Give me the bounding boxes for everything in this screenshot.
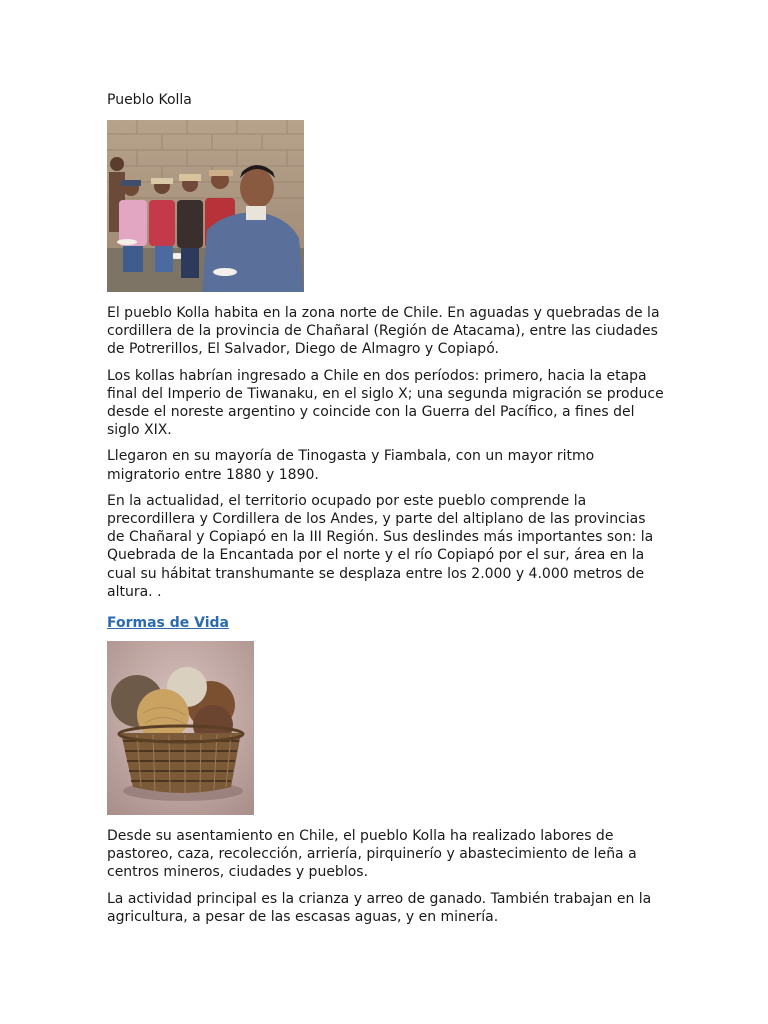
life-paragraph-1: Desde su asentamiento en Chile, el pueblo Kolla ha realizado labores de pastoreo, caza, recolección, arriería, pirquinerío y abastecimiento de leña a centros mineros, ciudades y pueblos.: [107, 828, 637, 881]
intro-paragraph-3: Llegaron en su mayoría de Tinogasta y Fiambala, con un mayor ritmo migratorio entre 1880 y 1890.: [107, 448, 595, 483]
intro-paragraph-2: Los kollas habrían ingresado a Chile en dos períodos: primero, hacia la etapa final del Imperio de Tiwanaku, en el siglo X; una segunda migración se produce desde el noreste argentino y coincide con la Guerra del Pacífico, a fines del siglo XIX.: [107, 367, 664, 439]
document-title: Pueblo Kolla: [107, 92, 192, 108]
document-page: [107, 90, 667, 934]
kolla-people-photo: [107, 120, 304, 292]
intro-paragraph-1: El pueblo Kolla habita en la zona norte de Chile. En aguadas y quebradas de la cordillera de la provincia de Chañaral (Región de Atacama), entre las ciudades de Potrerillos, El Salvador, Diego de Almagro y Copiapó.: [107, 305, 660, 358]
life-paragraph-2: La actividad principal es la crianza y arreo de ganado. También trabajan en la agricultura, a pesar de las escasas aguas, y en minería.: [107, 890, 652, 925]
basket-yarn-photo: [107, 641, 254, 815]
formas-de-vida-link[interactable]: Formas de Vida: [107, 615, 230, 632]
intro-paragraph-4: En la actualidad, el territorio ocupado por este pueblo comprende la precordillera y Cordillera de los Andes, y parte del altiplano de las provincias de Chañaral y Copiapó en la III Región. Sus deslindes más importantes son: la Quebrada de la Encantada por el norte y el río Copiapó por el sur, área en la cual su hábitat transhumante se desplaza entre los 2.000 y 4.000 metros de altura. .: [107, 492, 654, 600]
